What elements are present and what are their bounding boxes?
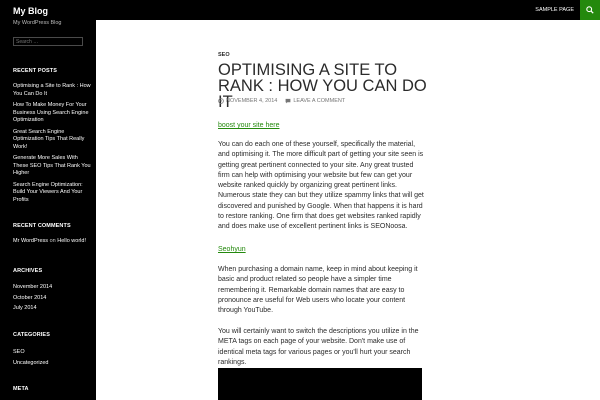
boost-site-link[interactable]: boost your site here <box>218 122 280 129</box>
list-item[interactable]: July 2014 <box>13 305 37 311</box>
search-toggle-button[interactable] <box>580 0 600 20</box>
archives-list <box>13 282 93 314</box>
sidebar <box>0 20 96 400</box>
categories-list <box>13 347 93 368</box>
list-item[interactable]: Optimising a Site to Rank : How You Can Do It <box>13 83 91 97</box>
seohyun-link[interactable]: Seohyun <box>218 246 246 253</box>
comment-icon <box>285 98 291 104</box>
search-icon <box>586 6 594 14</box>
main-content <box>96 20 600 400</box>
comment-author[interactable]: Mr WordPress <box>13 238 49 244</box>
recent-comments-title: RECENT COMMENTS <box>13 223 71 229</box>
list-item[interactable]: October 2014 <box>13 294 47 301</box>
primary-nav <box>529 0 600 20</box>
list-item <box>13 238 93 246</box>
site-header <box>0 0 600 20</box>
site-description: My WordPress Blog <box>13 20 62 26</box>
paragraph <box>218 121 424 131</box>
list-item[interactable]: Search Engine Optimization: Build Your Viewers And Your Profits <box>13 181 83 203</box>
paragraph: When purchasing a domain name, keep in mind about keeping it basic and product related so people have a simpler time remembering it. Remarkable domain names that are easy to pronounce are useful for Web users who locate your content through YouTube. <box>218 266 418 315</box>
list-item[interactable]: SEO <box>13 349 25 355</box>
comment-on-text: on <box>49 238 56 244</box>
post-category[interactable]: SEO <box>218 52 230 58</box>
paragraph: You can do each one of these yourself, specifically the material, and optimising it. The more difficult part of getting your site seen is getting great pertinent connected to your site. Any great trusted firm can help with optimising your website but few can get your website ranked quickly by organizing great pertinent links. Numerous state they can but they utilize spammy links that will get discovered and punished by Google. When that happens it is hard to restore ranking. One firm that does get websites ranked rapidly and does make use of excellent pertinent links is SEONoosa. <box>218 141 424 231</box>
list-item[interactable]: Generate More Sales With These SEO Tips That Rank You Higher <box>13 155 91 176</box>
list-item[interactable]: November 2014 <box>13 284 53 290</box>
archives-title: ARCHIVES <box>13 268 43 274</box>
nav-item-sample-page[interactable]: SAMPLE PAGE <box>535 7 574 13</box>
list-item[interactable]: Uncategorized <box>13 359 49 366</box>
leave-comment-text: LEAVE A COMMENT <box>293 98 346 104</box>
site-title[interactable]: My Blog <box>13 6 48 16</box>
recent-posts-list <box>13 83 93 208</box>
recent-posts-title: RECENT POSTS <box>13 68 57 74</box>
post-date-text: NOVEMBER 4, 2014 <box>226 98 278 104</box>
embedded-video[interactable] <box>218 368 422 400</box>
paragraph <box>218 245 424 255</box>
leave-comment-link[interactable] <box>285 98 345 104</box>
recent-comments-list <box>13 238 93 250</box>
meta-title: META <box>13 386 29 392</box>
comment-post-link[interactable]: Hello world! <box>57 238 86 244</box>
post-meta <box>218 98 345 104</box>
post-title[interactable]: OPTIMISING A SITE TO RANK : HOW YOU CAN DO IT <box>218 61 427 111</box>
categories-title: CATEGORIES <box>13 332 50 338</box>
list-item[interactable]: How To Make Money For Your Business Using Search Engine Optimization <box>13 102 89 123</box>
list-item[interactable]: Great Search Engine Optimization Tips That Really Work! <box>13 128 85 150</box>
paragraph: You will certainly want to switch the descriptions you utilize in the META tags on each page of your website. Don't make use of identical meta tags for various pages or you'll hurt your search rankings. <box>218 328 419 366</box>
search-input[interactable] <box>13 37 83 46</box>
calendar-icon <box>218 98 224 104</box>
post-date[interactable] <box>218 98 277 104</box>
